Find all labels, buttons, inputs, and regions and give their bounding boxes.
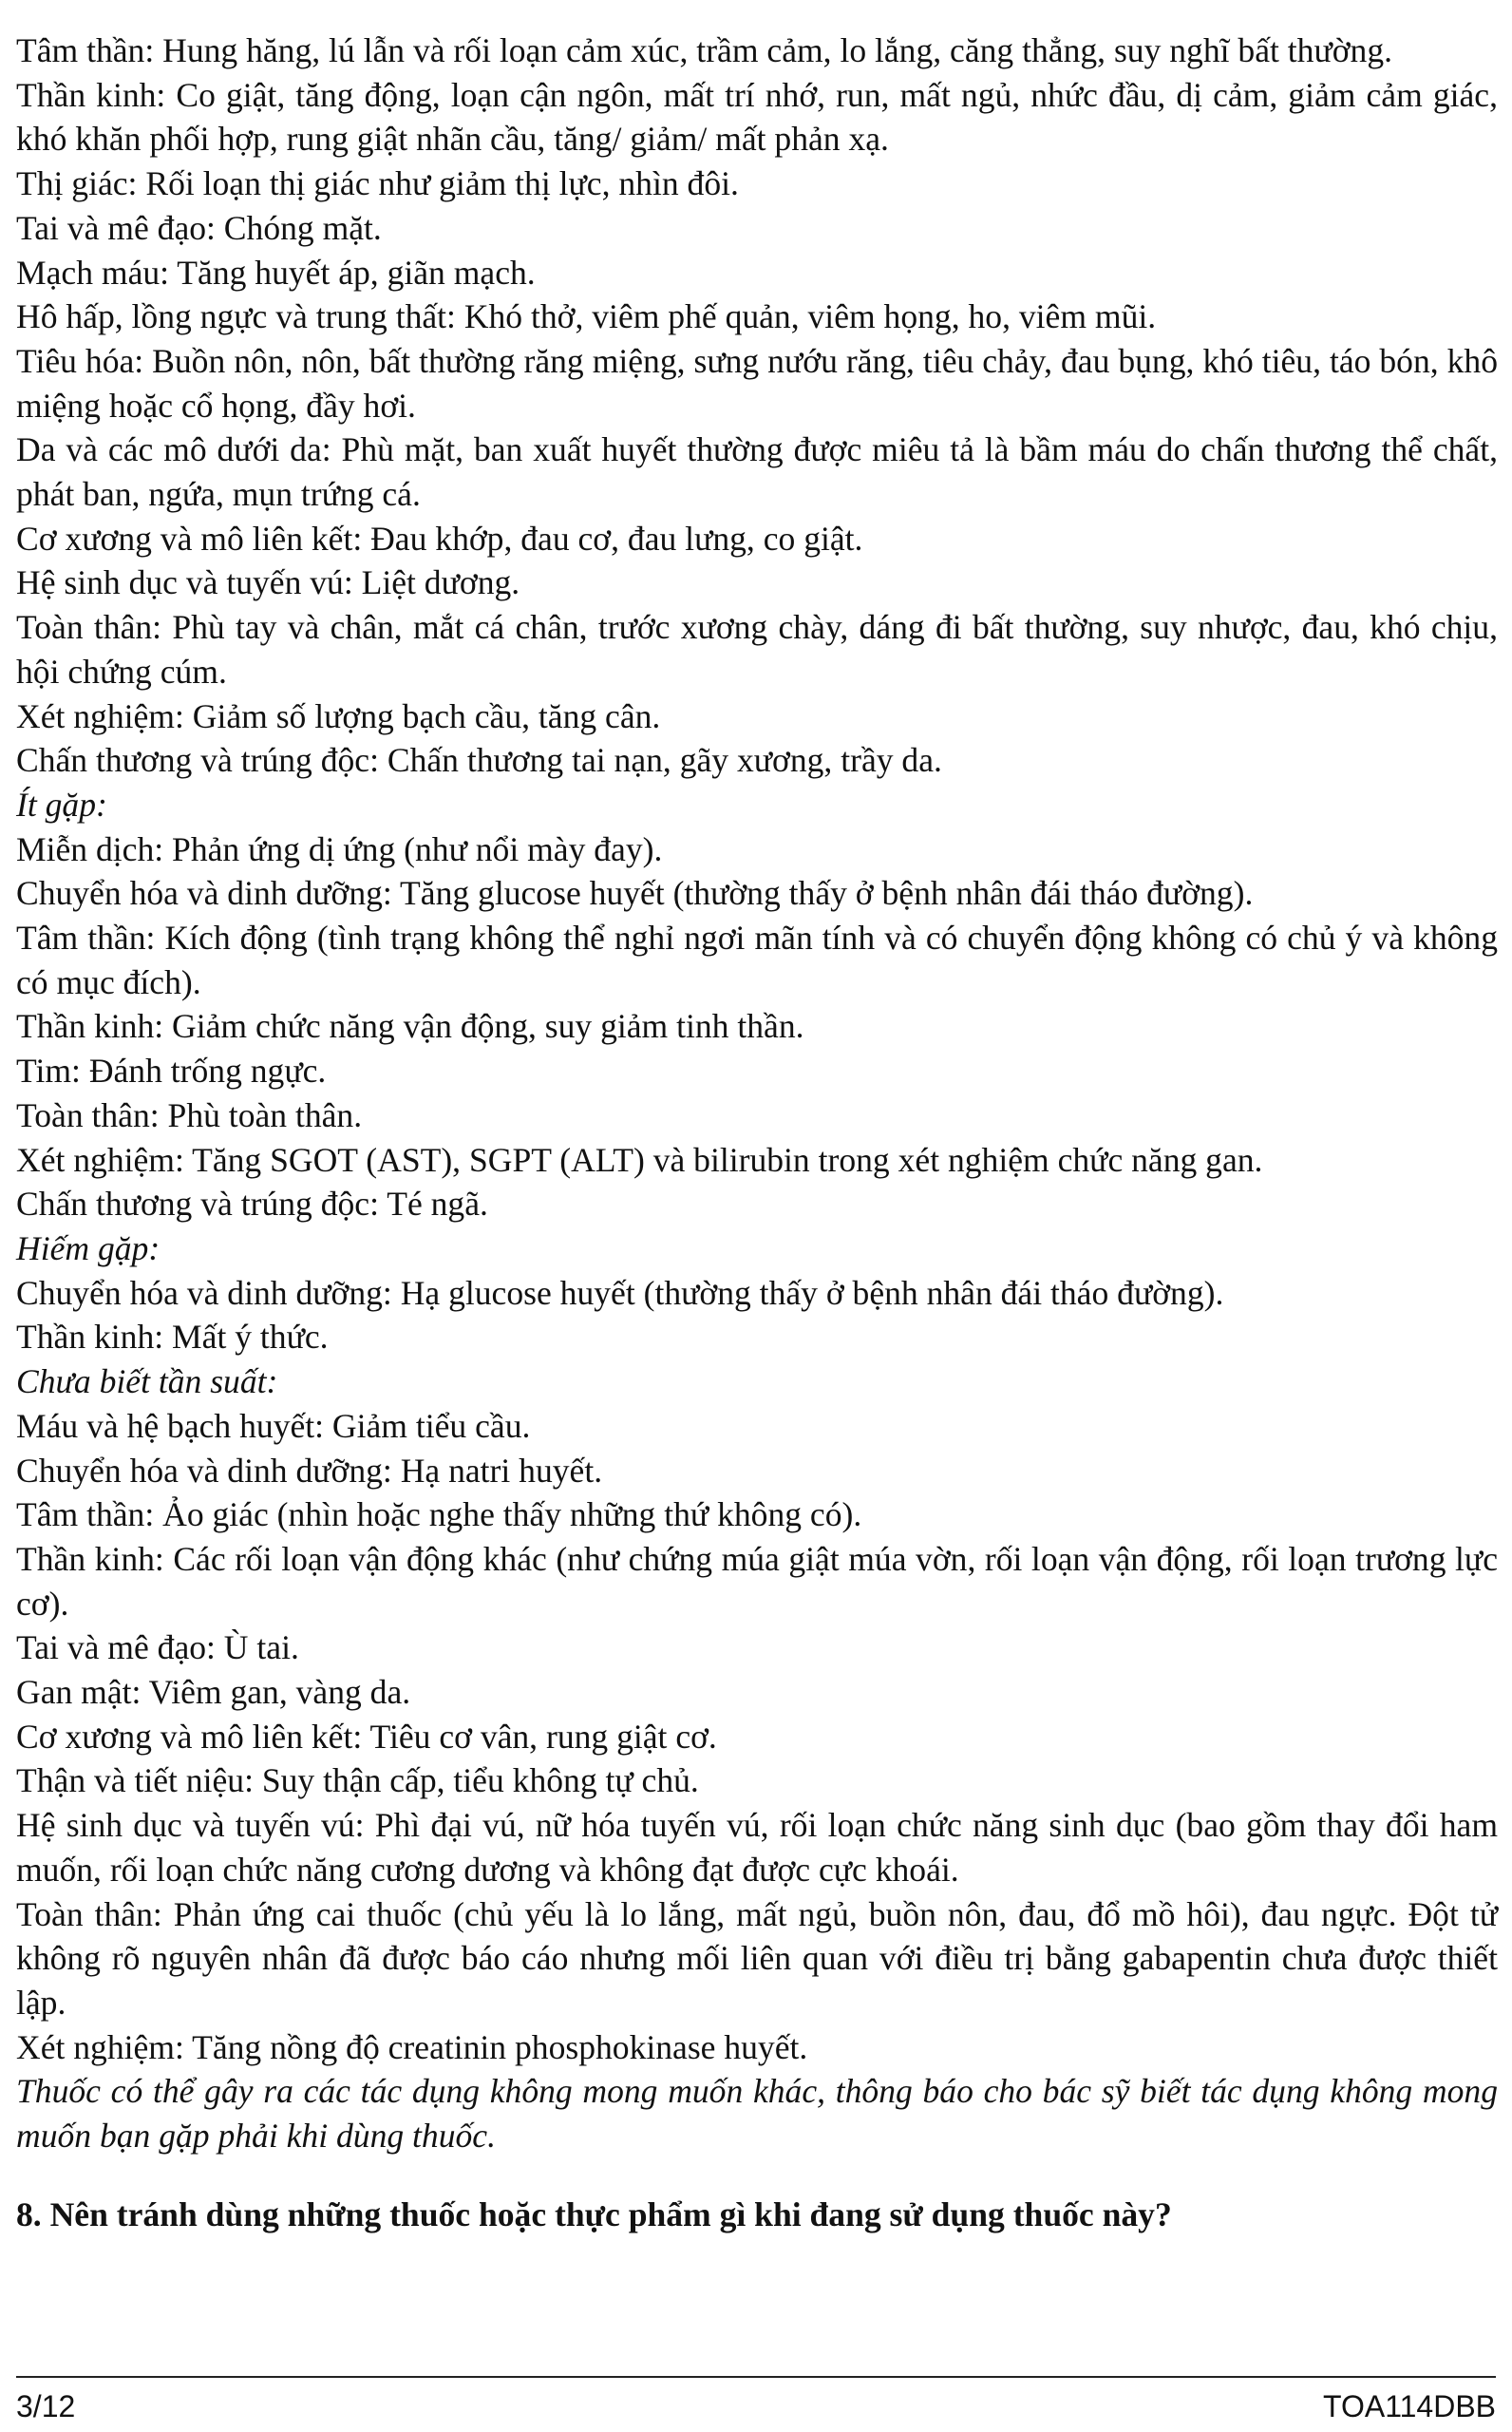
section-heading: 8. Nên tránh dùng những thuốc hoặc thực phẩm gì khi đang sử dụng thuốc này? (16, 2194, 1172, 2233)
body-paragraph: Thần kinh: Giảm chức năng vận động, suy giảm tinh thần. (16, 1007, 804, 1046)
body-paragraph: Da và các mô dưới da: Phù mặt, ban xuất huyết thường được miêu tả là bầm máu do chấn thương thể chất, phát ban, ngứa, mụn trứng cá. (16, 430, 1498, 514)
footer-document-code: TOA114DBB (1322, 2389, 1496, 2423)
body-paragraph: Hô hấp, lồng ngực và trung thất: Khó thở, viêm phế quản, viêm họng, ho, viêm mũi. (16, 297, 1157, 336)
body-paragraph: Cơ xương và mô liên kết: Đau khớp, đau cơ, đau lưng, co giật. (16, 519, 863, 558)
body-paragraph: Hệ sinh dục và tuyến vú: Liệt dương. (16, 563, 520, 602)
body-paragraph: Tim: Đánh trống ngực. (16, 1052, 327, 1091)
body-paragraph: Toàn thân: Phản ứng cai thuốc (chủ yếu là lo lắng, mất ngủ, buồn nôn, đau, đổ mồ hôi), đau ngực. Đột tử không rõ nguyên nhân đã được báo cáo nhưng mối liên quan với điều trị bằng gabapentin chưa được thiết lập. (16, 1894, 1498, 2022)
body-paragraph: Máu và hệ bạch huyết: Giảm tiểu cầu. (16, 1406, 531, 1445)
body-paragraph: Tai và mê đạo: Chóng mặt. (16, 208, 382, 247)
body-paragraph: Tâm thần: Kích động (tình trạng không thể nghỉ ngơi mãn tính và có chuyển động không có chủ ý và không có mục đích). (16, 919, 1498, 1001)
body-paragraph: Thận và tiết niệu: Suy thận cấp, tiểu không tự chủ. (16, 1761, 699, 1800)
document-body (16, 28, 1498, 2236)
body-paragraph: Thần kinh: Các rối loạn vận động khác (như chứng múa giật múa vờn, rối loạn vận động, rối loạn trương lực cơ). (16, 1539, 1498, 1623)
subheading-paragraph: Ít gặp: (16, 785, 107, 824)
body-paragraph: Tâm thần: Ảo giác (nhìn hoặc nghe thấy những thứ không có). (16, 1495, 862, 1534)
body-paragraph: Chuyển hóa và dinh dưỡng: Tăng glucose huyết (thường thấy ở bệnh nhân đái tháo đường). (16, 874, 1254, 913)
paragraph-list (16, 28, 1498, 2158)
body-paragraph: Chuyển hóa và dinh dưỡng: Hạ glucose huyết (thường thấy ở bệnh nhân đái tháo đường). (16, 1273, 1224, 1312)
body-paragraph: Xét nghiệm: Tăng nồng độ creatinin phosphokinase huyết. (16, 2027, 808, 2066)
footer-page-number: 3/12 (16, 2389, 76, 2423)
body-paragraph: Gan mật: Viêm gan, vàng da. (16, 1673, 411, 1712)
body-paragraph: Hệ sinh dục và tuyến vú: Phì đại vú, nữ hóa tuyến vú, rối loạn chức năng sinh dục (bao gồm thay đổi ham muốn, rối loạn chức năng cương dương và không đạt được cực khoái. (16, 1806, 1498, 1889)
body-paragraph: Toàn thân: Phù tay và chân, mắt cá chân, trước xương chày, dáng đi bất thường, suy nhược, đau, khó chịu, hội chứng cúm. (16, 608, 1498, 691)
body-paragraph: Chấn thương và trúng độc: Chấn thương tai nạn, gãy xương, trầy da. (16, 741, 942, 780)
body-paragraph: Toàn thân: Phù toàn thân. (16, 1095, 363, 1134)
body-paragraph: Thần kinh: Co giật, tăng động, loạn cận ngôn, mất trí nhớ, run, mất ngủ, nhức đầu, dị cảm, giảm cảm giác, khó khăn phối hợp, rung giật nhãn cầu, tăng/ giảm/ mất phản xạ. (16, 75, 1498, 159)
body-paragraph: Xét nghiệm: Giảm số lượng bạch cầu, tăng cân. (16, 696, 661, 735)
subheading-paragraph: Chưa biết tần suất: (16, 1362, 278, 1401)
body-paragraph: Chấn thương và trúng độc: Té ngã. (16, 1185, 488, 1224)
body-paragraph: Thị giác: Rối loạn thị giác như giảm thị lực, nhìn đôi. (16, 164, 739, 203)
body-paragraph: Tai và mê đạo: Ù tai. (16, 1628, 299, 1667)
body-paragraph: Cơ xương và mô liên kết: Tiêu cơ vân, rung giật cơ. (16, 1717, 717, 1756)
body-paragraph: Miễn dịch: Phản ứng dị ứng (như nổi mày đay). (16, 829, 663, 868)
body-paragraph: Mạch máu: Tăng huyết áp, giãn mạch. (16, 253, 536, 292)
footer-divider (16, 2376, 1496, 2378)
subheading-paragraph: Hiếm gặp: (16, 1228, 161, 1267)
subheading-paragraph: Thuốc có thể gây ra các tác dụng không mong muốn khác, thông báo cho bác sỹ biết tác dụng không mong muốn bạn gặp phải khi dùng thuốc. (16, 2072, 1498, 2156)
body-paragraph: Tiêu hóa: Buồn nôn, nôn, bất thường răng miệng, sưng nướu răng, tiêu chảy, đau bụng, khó tiêu, táo bón, khô miệng hoặc cổ họng, đầy hơi. (16, 341, 1498, 425)
body-paragraph: Thần kinh: Mất ý thức. (16, 1318, 329, 1357)
body-paragraph: Xét nghiệm: Tăng SGOT (AST), SGPT (ALT) và bilirubin trong xét nghiệm chức năng gan. (16, 1140, 1263, 1179)
body-paragraph: Tâm thần: Hung hăng, lú lẫn và rối loạn cảm xúc, trầm cảm, lo lắng, căng thẳng, suy nghĩ bất thường. (16, 31, 1393, 69)
body-paragraph: Chuyển hóa và dinh dưỡng: Hạ natri huyết. (16, 1451, 603, 1490)
